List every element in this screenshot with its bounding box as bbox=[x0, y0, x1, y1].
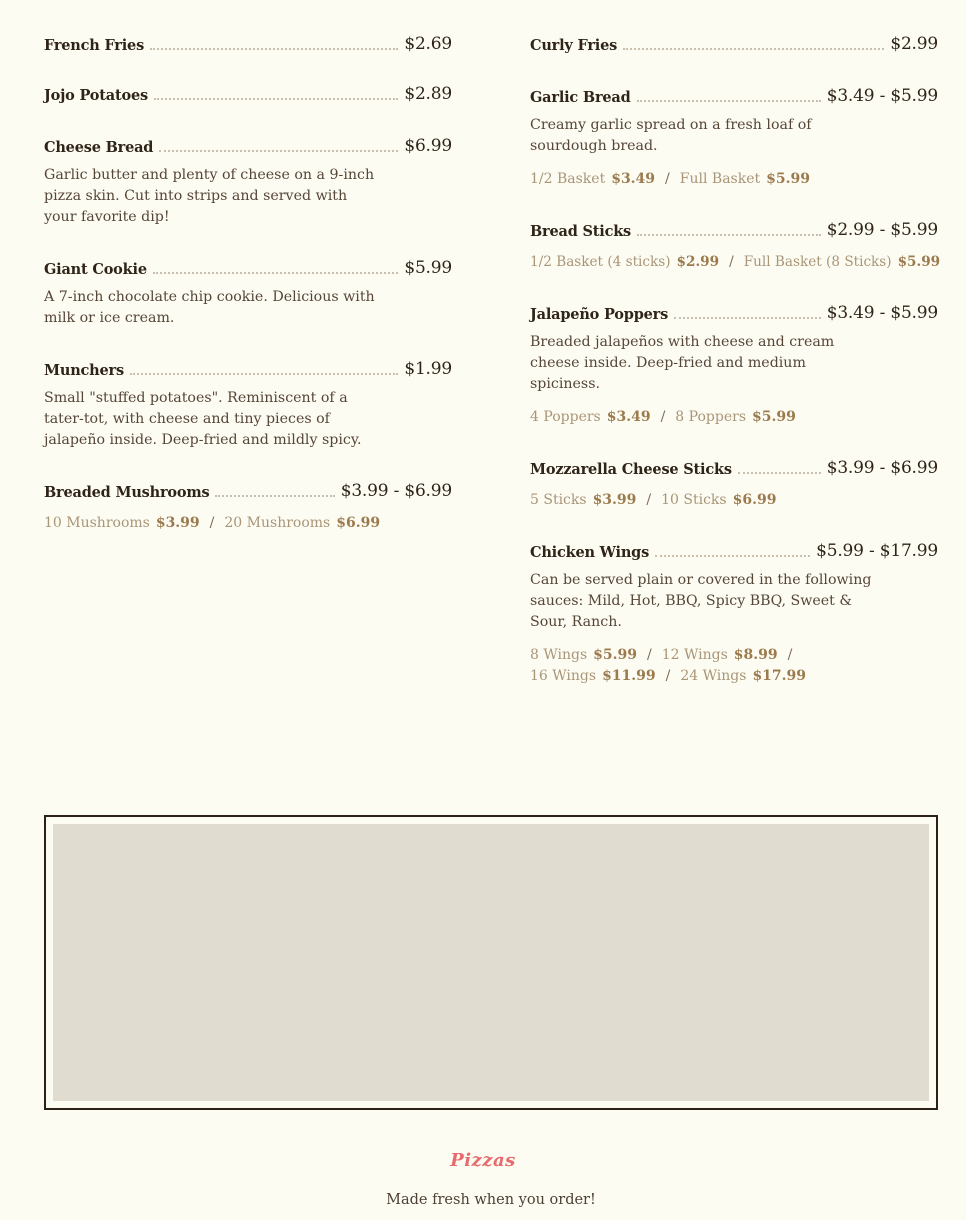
leader-dots bbox=[674, 317, 821, 319]
option-price: $6.99 bbox=[336, 515, 381, 531]
option-label: 5 Sticks bbox=[530, 492, 587, 508]
option-separator: / bbox=[646, 492, 652, 508]
menu-item bbox=[44, 359, 452, 451]
option-label: 1/2 Basket bbox=[530, 171, 606, 187]
item-name: Garlic Bread bbox=[530, 89, 631, 106]
option-separator: / bbox=[647, 647, 652, 663]
option-price: $5.99 bbox=[752, 409, 796, 425]
item-name: Chicken Wings bbox=[530, 544, 650, 561]
menu-item bbox=[530, 220, 941, 273]
item-options bbox=[530, 490, 938, 511]
option-price: $5.99 bbox=[897, 254, 941, 270]
item-description: Small "stuffed potatoes". Reminiscent of a tater-tot, with cheese and tiny pieces of jalapeño inside. Deep-fried and mildly spicy. bbox=[44, 390, 362, 448]
item-name: French Fries bbox=[44, 37, 145, 54]
item-price: $5.99 bbox=[404, 258, 452, 278]
option-separator: / bbox=[729, 254, 734, 270]
item-options bbox=[530, 169, 938, 190]
option-label: 12 Wings bbox=[661, 647, 728, 663]
item-price: $3.99 - $6.99 bbox=[826, 458, 938, 478]
photo-frame bbox=[44, 815, 938, 1110]
option-label: 8 Poppers bbox=[675, 409, 747, 425]
leader-dots bbox=[215, 495, 334, 497]
item-price: $2.69 bbox=[404, 34, 452, 54]
leader-dots bbox=[623, 48, 884, 50]
leader-dots bbox=[154, 98, 398, 100]
option-label: Full Basket bbox=[679, 171, 761, 187]
item-name: Jalapeño Poppers bbox=[530, 306, 669, 323]
option-label: 8 Wings bbox=[530, 647, 588, 663]
menu-item bbox=[44, 258, 452, 329]
option-label: 16 Wings bbox=[530, 668, 597, 684]
leader-dots bbox=[153, 272, 398, 274]
item-options bbox=[530, 407, 938, 428]
item-price: $6.99 bbox=[404, 136, 452, 156]
menu-item bbox=[530, 458, 938, 511]
item-options bbox=[530, 645, 830, 687]
item-price: $3.49 - $5.99 bbox=[826, 303, 938, 323]
item-name: Mozzarella Cheese Sticks bbox=[530, 461, 732, 478]
option-label: 20 Mushrooms bbox=[224, 515, 331, 531]
menu-item bbox=[530, 541, 938, 687]
menu-item bbox=[530, 303, 938, 428]
menu-item bbox=[44, 34, 452, 54]
item-price: $2.89 bbox=[404, 84, 452, 104]
leader-dots bbox=[150, 48, 398, 50]
option-separator: / bbox=[665, 668, 671, 684]
option-price: $8.99 bbox=[733, 647, 778, 663]
option-price: $5.99 bbox=[766, 171, 810, 187]
option-label: 10 Mushrooms bbox=[44, 515, 150, 531]
item-price: $5.99 - $17.99 bbox=[816, 541, 938, 561]
item-name: Curly Fries bbox=[530, 37, 618, 54]
item-description: Creamy garlic spread on a fresh loaf of sourdough bread. bbox=[530, 117, 812, 154]
menu-item bbox=[530, 86, 938, 190]
option-label: 1/2 Basket (4 sticks) bbox=[530, 254, 671, 270]
menu-item bbox=[530, 34, 938, 54]
option-price: $3.99 bbox=[155, 515, 200, 531]
leader-dots bbox=[738, 472, 821, 474]
section-title: Pizzas bbox=[450, 1150, 516, 1171]
option-price: $11.99 bbox=[602, 668, 656, 684]
option-price: $3.49 bbox=[611, 171, 656, 187]
item-price: $2.99 bbox=[890, 34, 938, 54]
option-price: $6.99 bbox=[732, 492, 777, 508]
item-name: Munchers bbox=[44, 362, 124, 379]
option-label: 24 Wings bbox=[680, 668, 747, 684]
option-separator: / bbox=[660, 409, 666, 425]
menu-item bbox=[44, 136, 452, 228]
leader-dots bbox=[159, 150, 398, 152]
option-price: $2.99 bbox=[676, 254, 720, 270]
option-label: 4 Poppers bbox=[530, 409, 601, 425]
item-description: A 7-inch chocolate chip cookie. Delicious with milk or ice cream. bbox=[44, 289, 375, 326]
menu-column-right bbox=[530, 34, 941, 687]
leader-dots bbox=[655, 555, 810, 557]
item-name: Cheese Bread bbox=[44, 139, 154, 156]
section-subtitle: Made fresh when you order! bbox=[386, 1192, 596, 1208]
option-price: $3.99 bbox=[592, 492, 637, 508]
item-options bbox=[530, 252, 941, 273]
item-price: $1.99 bbox=[404, 359, 452, 379]
leader-dots bbox=[637, 234, 821, 236]
option-separator: / bbox=[209, 515, 215, 531]
item-name: Giant Cookie bbox=[44, 261, 147, 278]
option-label: Full Basket (8 Sticks) bbox=[743, 254, 892, 270]
option-label: 10 Sticks bbox=[661, 492, 727, 508]
option-separator: / bbox=[787, 647, 793, 663]
option-price: $17.99 bbox=[752, 668, 807, 684]
item-description: Breaded jalapeños with cheese and cream cheese inside. Deep-fried and medium spiciness. bbox=[530, 334, 835, 392]
option-price: $5.99 bbox=[593, 647, 637, 663]
leader-dots bbox=[130, 373, 398, 375]
food-photo-placeholder bbox=[53, 824, 929, 1101]
option-price: $3.49 bbox=[606, 409, 651, 425]
leader-dots bbox=[637, 100, 821, 102]
menu-column-left bbox=[44, 34, 452, 534]
item-price: $3.99 - $6.99 bbox=[340, 481, 452, 501]
item-description: Garlic butter and plenty of cheese on a 9-inch pizza skin. Cut into strips and served with your favorite dip! bbox=[44, 167, 375, 225]
item-price: $2.99 - $5.99 bbox=[826, 220, 938, 240]
item-price: $3.49 - $5.99 bbox=[826, 86, 938, 106]
menu-item bbox=[44, 84, 452, 104]
item-name: Breaded Mushrooms bbox=[44, 484, 210, 501]
menu-item bbox=[44, 481, 452, 534]
item-description: Can be served plain or covered in the following sauces: Mild, Hot, BBQ, Spicy BBQ, Sweet & Sour, Ranch. bbox=[530, 572, 872, 630]
item-name: Bread Sticks bbox=[530, 223, 632, 240]
option-separator: / bbox=[665, 171, 670, 187]
item-options bbox=[44, 513, 452, 534]
item-name: Jojo Potatoes bbox=[44, 87, 148, 104]
